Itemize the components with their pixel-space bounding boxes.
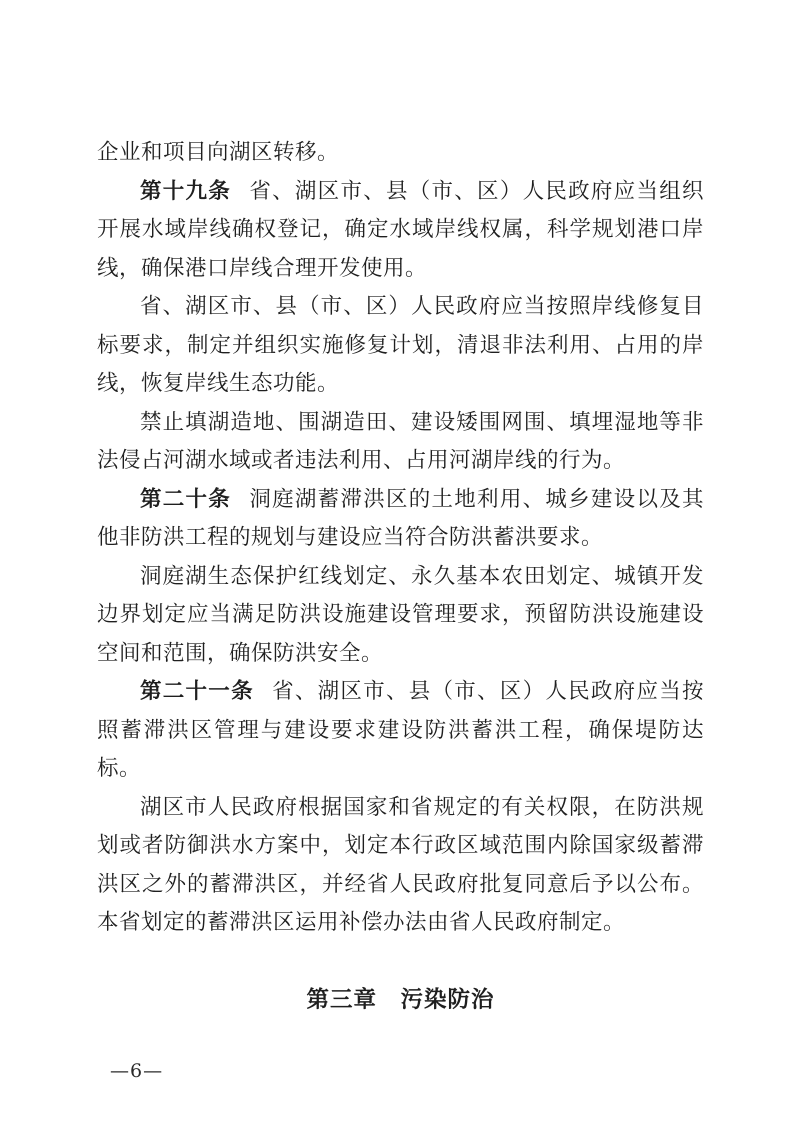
body-paragraph [97, 789, 704, 943]
body-paragraph [97, 288, 704, 404]
paragraph-text: 企业和项目向湖区转移。 [97, 140, 340, 165]
paragraph-text: 省、湖区市、县（市、区）人民政府应当按照蓄滞洪区管理与建设要求建设防洪蓄洪工程，确保堤防达标。 [97, 679, 704, 781]
paragraph-text: 省、湖区市、县（市、区）人民政府应当组织开展水域岸线确权登记，确定水域岸线权属，科学规划港口岸线，确保港口岸线合理开发使用。 [97, 178, 704, 281]
paragraph-text: 洞庭湖生态保护红线划定、永久基本农田划定、城镇开发边界划定应当满足防洪设施建设管理要求，预留防洪设施建设空间和范围，确保防洪安全。 [97, 563, 704, 666]
article-paragraph [97, 173, 704, 289]
chapter-heading: 第三章 污染防治 [306, 986, 495, 1013]
article-number: 第二十一条 [140, 679, 254, 704]
page-number: —6— [110, 1060, 164, 1082]
paragraph-text: 禁止填湖造地、围湖造田、建设矮围网围、填埋湿地等非法侵占河湖水域或者违法利用、占用河湖岸线的行为。 [97, 409, 704, 473]
body-paragraph [97, 558, 704, 674]
article-number: 第十九条 [140, 178, 232, 204]
body-paragraph [97, 134, 704, 173]
paragraph-text: 湖区市人民政府根据国家和省规定的有关权限，在防洪规划或者防御洪水方案中，划定本行政区域范围内除国家级蓄滞洪区之外的蓄滞洪区，并经省人民政府批复同意后予以公布。本省划定的蓄滞洪区运用补偿办法由省人民政府制定。 [97, 794, 704, 935]
paragraph-text: 洞庭湖蓄滞洪区的土地利用、城乡建设以及其他非防洪工程的规划与建设应当符合防洪蓄洪要求。 [97, 486, 704, 550]
paragraph-text: 省、湖区市、县（市、区）人民政府应当按照岸线修复目标要求，制定并组织实施修复计划，清退非法利用、占用的岸线，恢复岸线生态功能。 [97, 294, 704, 396]
article-paragraph [97, 673, 704, 789]
article-number: 第二十条 [140, 486, 232, 512]
article-paragraph [97, 481, 704, 558]
body-paragraph [97, 404, 704, 481]
document-body [97, 134, 704, 1019]
